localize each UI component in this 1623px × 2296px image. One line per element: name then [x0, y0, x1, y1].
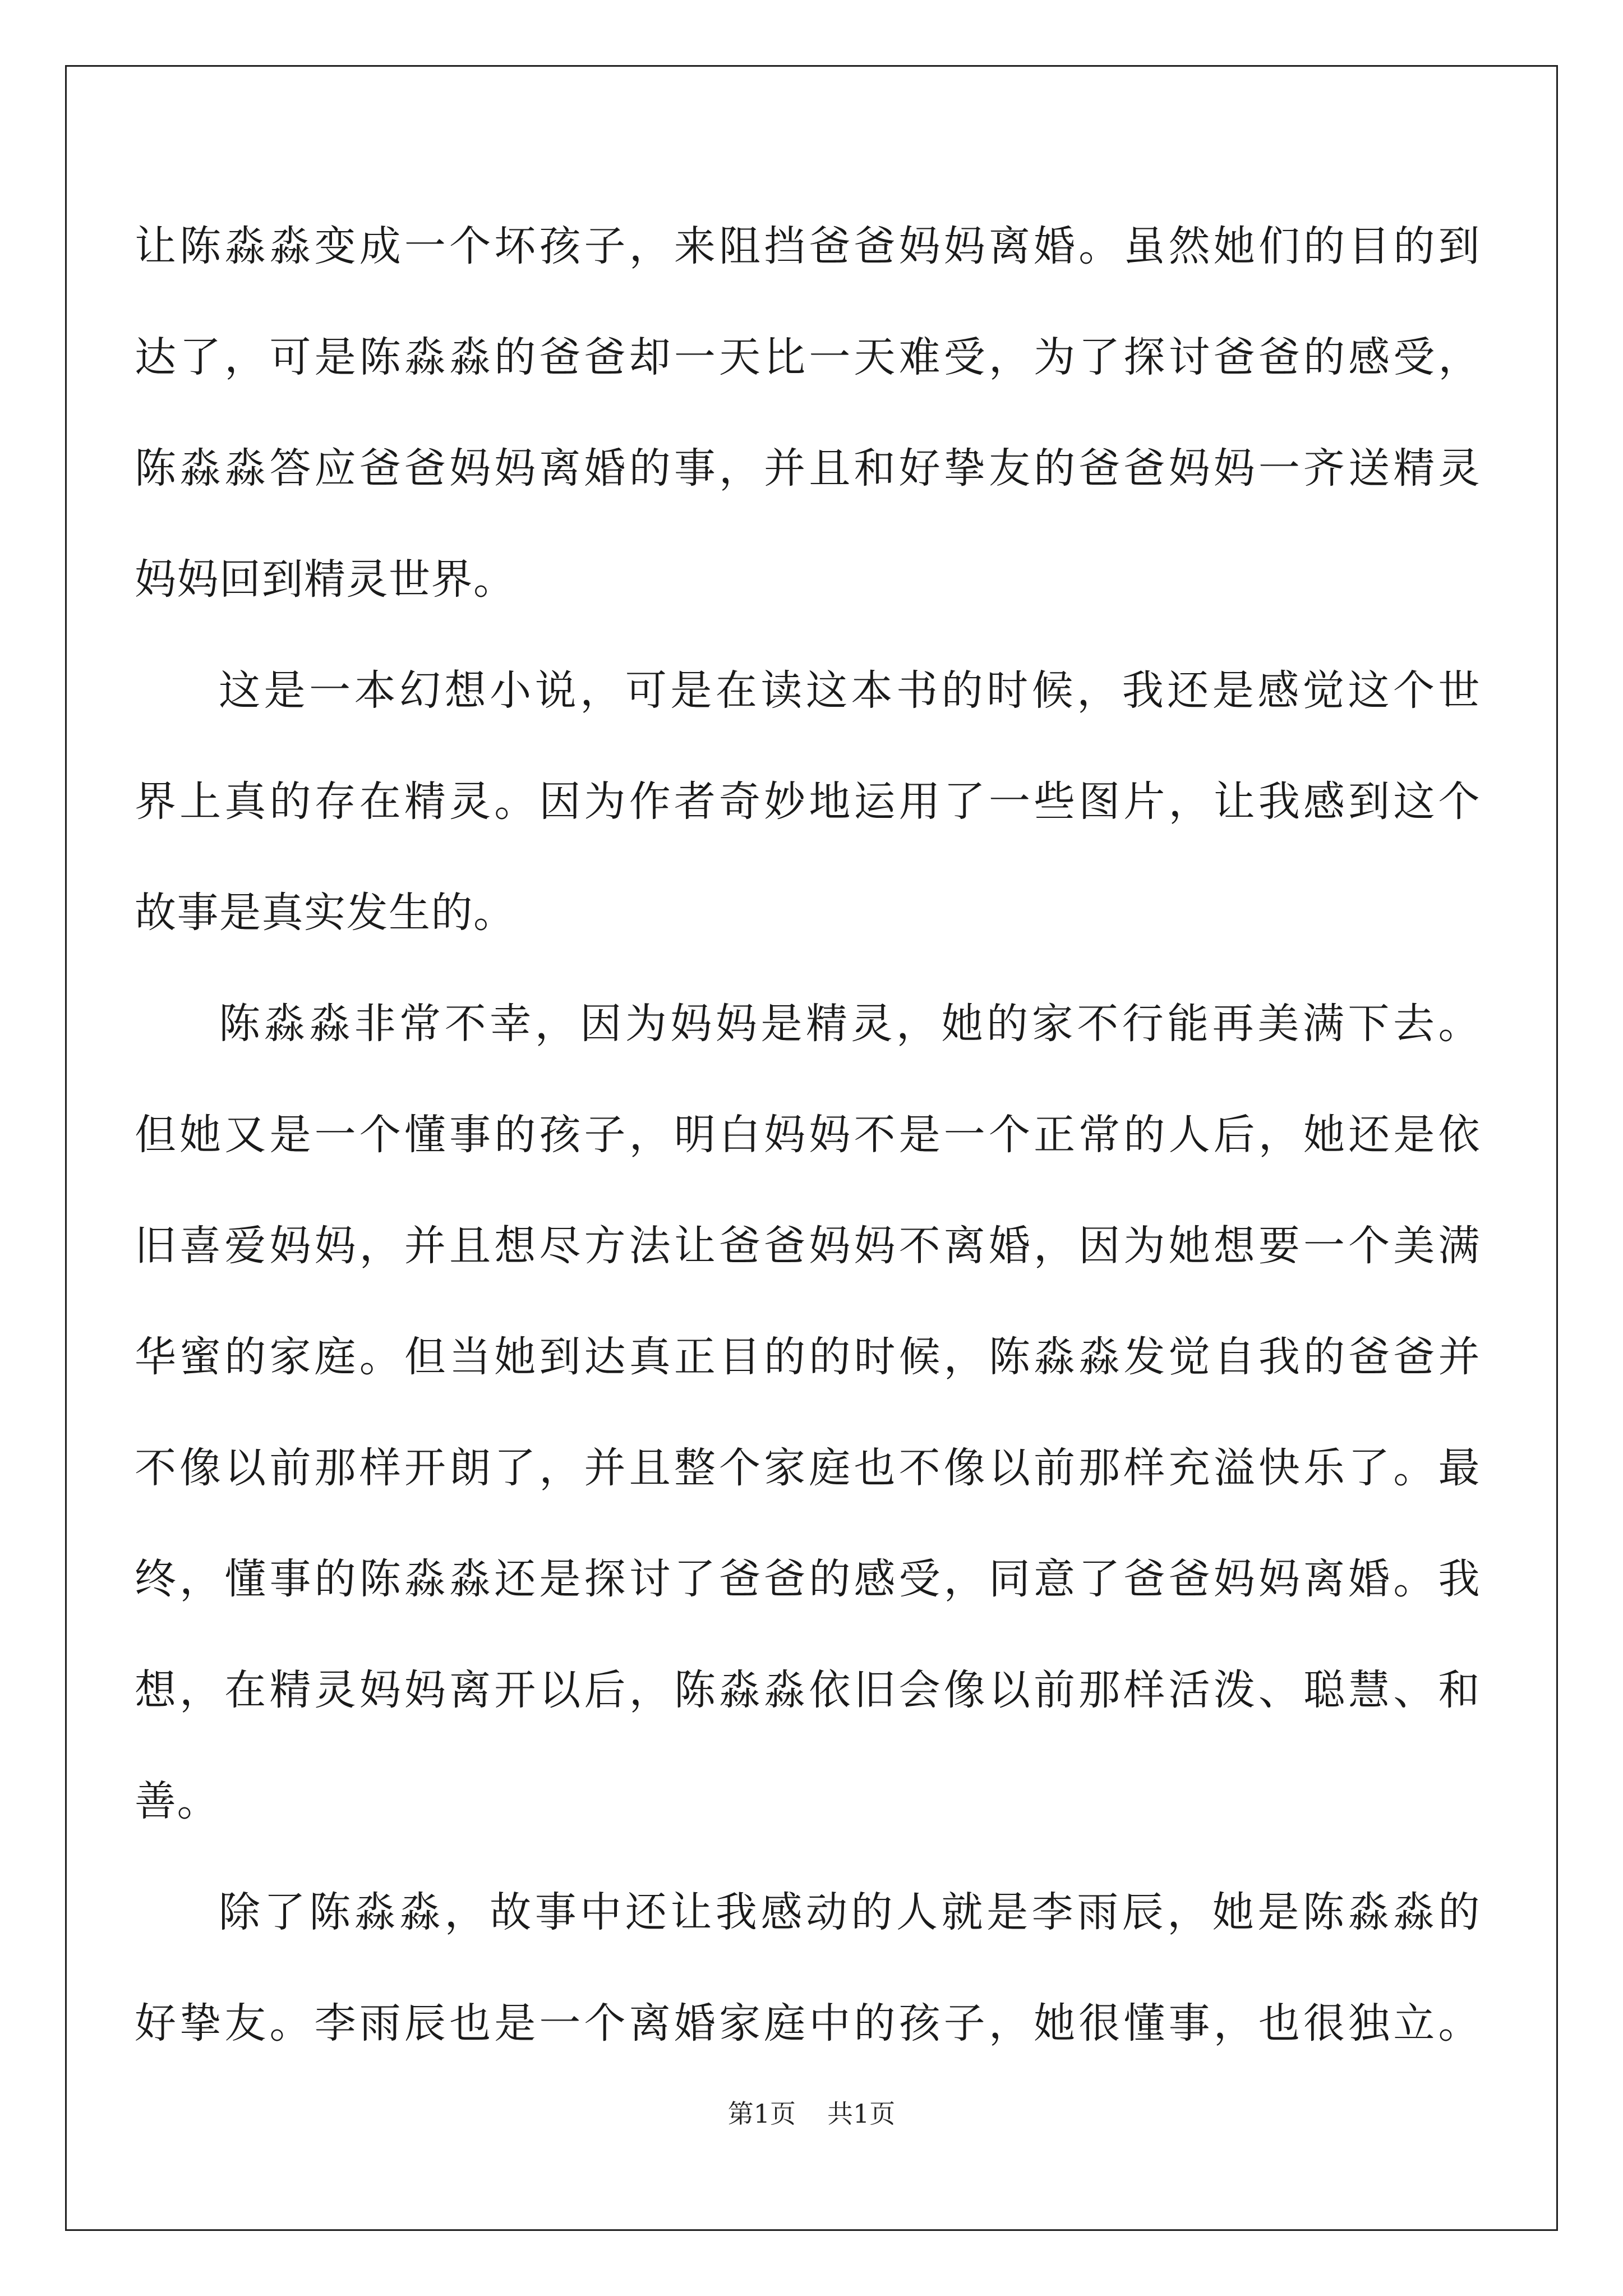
text-line: 故事是真实发生的。 — [135, 889, 516, 937]
paragraph-first-line: 陈淼淼非常不幸，因为妈妈是精灵，她的家不行能再美满下去。 — [219, 1000, 1481, 1048]
page-number: 第1页 — [727, 2099, 796, 2129]
text-line: 陈淼淼答应爸爸妈妈离婚的事，并且和好挚友的爸爸妈妈一齐送精灵 — [135, 444, 1481, 493]
text-line: 妈妈回到精灵世界。 — [135, 555, 516, 604]
text-line: 旧喜爱妈妈，并且想尽方法让爸爸妈妈不离婚，因为她想要一个美满 — [135, 1222, 1481, 1270]
page-footer — [0, 2097, 1623, 2131]
body-text — [135, 191, 1481, 2079]
text-line: 让陈淼淼变成一个坏孩子，来阻挡爸爸妈妈离婚。虽然她们的目的到 — [135, 222, 1481, 270]
text-line: 想，在精灵妈妈离开以后，陈淼淼依旧会像以前那样活泼、聪慧、和 — [135, 1666, 1481, 1714]
text-line: 达了，可是陈淼淼的爸爸却一天比一天难受，为了探讨爸爸的感受， — [135, 333, 1481, 381]
text-line: 好挚友。李雨辰也是一个离婚家庭中的孩子，她很懂事，也很独立。 — [135, 1999, 1481, 2047]
paragraph-first-line: 这是一本幻想小说，可是在读这本书的时候，我还是感觉这个世 — [219, 666, 1481, 715]
text-line: 但她又是一个懂事的孩子，明白妈妈不是一个正常的人后，她还是依 — [135, 1111, 1481, 1159]
text-line: 界上真的存在精灵。因为作者奇妙地运用了一些图片，让我感到这个 — [135, 777, 1481, 826]
text-line: 善。 — [135, 1777, 219, 1825]
page-total: 共1页 — [827, 2099, 896, 2129]
text-line: 终，懂事的陈淼淼还是探讨了爸爸的感受，同意了爸爸妈妈离婚。我 — [135, 1555, 1481, 1603]
text-line: 华蜜的家庭。但当她到达真正目的的时候，陈淼淼发觉自我的爸爸并 — [135, 1333, 1481, 1381]
text-line: 不像以前那样开朗了，并且整个家庭也不像以前那样充溢快乐了。最 — [135, 1444, 1481, 1492]
paragraph-first-line: 除了陈淼淼，故事中还让我感动的人就是李雨辰，她是陈淼淼的 — [219, 1888, 1481, 1936]
